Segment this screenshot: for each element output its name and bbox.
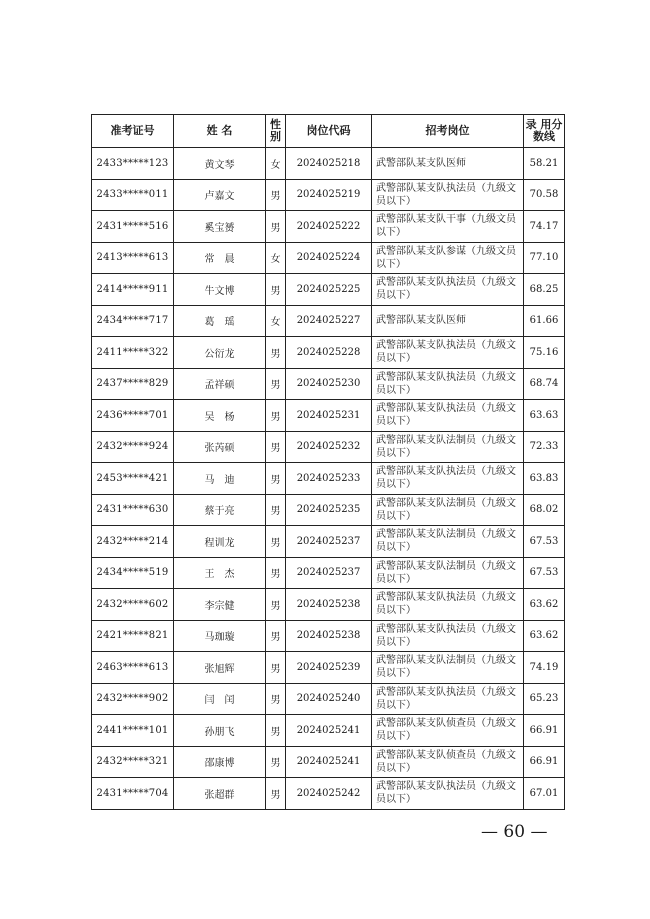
cell-gender: 男 (266, 431, 286, 463)
cell-gender: 男 (266, 526, 286, 558)
cell-score: 72.33 (524, 431, 565, 463)
cell-score: 66.91 (524, 715, 565, 747)
cell-position-code: 2024025227 (286, 305, 372, 337)
cell-position: 武警部队某支队执法员（九级文员以下） (372, 368, 524, 400)
cell-score: 63.83 (524, 463, 565, 495)
table-row (92, 620, 565, 652)
cell-position: 武警部队某支队法制员（九级文员以下） (372, 431, 524, 463)
table-row (92, 148, 565, 180)
cell-position: 武警部队某支队侦查员（九级文员以下） (372, 746, 524, 778)
cell-gender: 男 (266, 715, 286, 747)
cell-exam-id: 2432*****214 (92, 526, 174, 558)
cell-position-code: 2024025231 (286, 400, 372, 432)
header-position: 招考岗位 (372, 115, 524, 148)
cell-position-code: 2024025224 (286, 242, 372, 274)
cell-exam-id: 2432*****924 (92, 431, 174, 463)
cell-position: 武警部队某支队医师 (372, 305, 524, 337)
cell-score: 65.23 (524, 683, 565, 715)
header-position-code: 岗位代码 (286, 115, 372, 148)
header-score: 录 用分数线 (524, 115, 565, 148)
cell-position-code: 2024025219 (286, 179, 372, 211)
cell-position: 武警部队某支队执法员（九级文员以下） (372, 778, 524, 810)
cell-position: 武警部队某支队法制员（九级文员以下） (372, 494, 524, 526)
cell-score: 67.53 (524, 557, 565, 589)
cell-gender: 男 (266, 400, 286, 432)
cell-exam-id: 2453*****421 (92, 463, 174, 495)
table-row (92, 368, 565, 400)
table-row (92, 746, 565, 778)
cell-gender: 男 (266, 746, 286, 778)
cell-name: 黄文琴 (174, 148, 266, 180)
cell-score: 63.62 (524, 589, 565, 621)
cell-exam-id: 2411*****322 (92, 337, 174, 369)
cell-exam-id: 2431*****630 (92, 494, 174, 526)
cell-position-code: 2024025230 (286, 368, 372, 400)
table-row (92, 179, 565, 211)
table-row (92, 652, 565, 684)
cell-exam-id: 2414*****911 (92, 274, 174, 306)
cell-score: 75.16 (524, 337, 565, 369)
cell-gender: 男 (266, 337, 286, 369)
table-row (92, 494, 565, 526)
table-row (92, 274, 565, 306)
cell-exam-id: 2413*****613 (92, 242, 174, 274)
cell-position: 武警部队某支队侦查员（九级文员以下） (372, 715, 524, 747)
cell-gender: 女 (266, 242, 286, 274)
cell-gender: 男 (266, 683, 286, 715)
cell-name: 牛文博 (174, 274, 266, 306)
cell-position-code: 2024025237 (286, 557, 372, 589)
cell-position-code: 2024025240 (286, 683, 372, 715)
cell-score: 70.58 (524, 179, 565, 211)
cell-position: 武警部队某支队执法员（九级文员以下） (372, 463, 524, 495)
cell-position-code: 2024025241 (286, 746, 372, 778)
cell-exam-id: 2433*****011 (92, 179, 174, 211)
cell-exam-id: 2431*****704 (92, 778, 174, 810)
cell-name: 张旭辉 (174, 652, 266, 684)
cell-position: 武警部队某支队执法员（九级文员以下） (372, 683, 524, 715)
cell-gender: 女 (266, 148, 286, 180)
table-row (92, 683, 565, 715)
cell-name: 卢嘉文 (174, 179, 266, 211)
cell-exam-id: 2434*****717 (92, 305, 174, 337)
cell-exam-id: 2434*****519 (92, 557, 174, 589)
cell-gender: 男 (266, 494, 286, 526)
cell-position: 武警部队某支队法制员（九级文员以下） (372, 652, 524, 684)
cell-exam-id: 2463*****613 (92, 652, 174, 684)
cell-score: 61.66 (524, 305, 565, 337)
results-table (91, 114, 565, 810)
cell-exam-id: 2432*****602 (92, 589, 174, 621)
cell-score: 67.53 (524, 526, 565, 558)
cell-position-code: 2024025242 (286, 778, 372, 810)
cell-gender: 男 (266, 274, 286, 306)
table-row (92, 242, 565, 274)
header-gender: 性别 (266, 115, 286, 148)
cell-name: 葛 瑶 (174, 305, 266, 337)
cell-exam-id: 2431*****516 (92, 211, 174, 243)
cell-gender: 男 (266, 557, 286, 589)
cell-name: 吴 杨 (174, 400, 266, 432)
cell-gender: 男 (266, 620, 286, 652)
cell-name: 马珈璇 (174, 620, 266, 652)
cell-position-code: 2024025235 (286, 494, 372, 526)
cell-score: 63.62 (524, 620, 565, 652)
table-row (92, 715, 565, 747)
cell-gender: 男 (266, 211, 286, 243)
header-exam-id: 准考证号 (92, 115, 174, 148)
cell-gender: 女 (266, 305, 286, 337)
cell-gender: 男 (266, 179, 286, 211)
cell-score: 67.01 (524, 778, 565, 810)
cell-position-code: 2024025218 (286, 148, 372, 180)
cell-score: 58.21 (524, 148, 565, 180)
cell-name: 闫 闰 (174, 683, 266, 715)
cell-name: 张超群 (174, 778, 266, 810)
cell-name: 奚宝赟 (174, 211, 266, 243)
table-row (92, 337, 565, 369)
cell-exam-id: 2433*****123 (92, 148, 174, 180)
cell-score: 68.74 (524, 368, 565, 400)
cell-position-code: 2024025222 (286, 211, 372, 243)
cell-exam-id: 2436*****701 (92, 400, 174, 432)
cell-name: 常 晨 (174, 242, 266, 274)
cell-exam-id: 2437*****829 (92, 368, 174, 400)
cell-score: 63.63 (524, 400, 565, 432)
cell-name: 李宗健 (174, 589, 266, 621)
cell-position: 武警部队某支队执法员（九级文员以下） (372, 400, 524, 432)
cell-position-code: 2024025238 (286, 589, 372, 621)
cell-position-code: 2024025241 (286, 715, 372, 747)
cell-position: 武警部队某支队法制员（九级文员以下） (372, 526, 524, 558)
cell-name: 蔡于亮 (174, 494, 266, 526)
cell-position: 武警部队某支队执法员（九级文员以下） (372, 589, 524, 621)
table-header-row (92, 115, 565, 148)
header-name: 姓 名 (174, 115, 266, 148)
cell-position-code: 2024025228 (286, 337, 372, 369)
cell-name: 孟祥硕 (174, 368, 266, 400)
cell-position-code: 2024025233 (286, 463, 372, 495)
cell-exam-id: 2432*****902 (92, 683, 174, 715)
cell-score: 68.02 (524, 494, 565, 526)
cell-position: 武警部队某支队医师 (372, 148, 524, 180)
table-row (92, 211, 565, 243)
cell-gender: 男 (266, 589, 286, 621)
cell-score: 68.25 (524, 274, 565, 306)
cell-name: 公衍龙 (174, 337, 266, 369)
cell-position: 武警部队某支队干事（九级文员以下） (372, 211, 524, 243)
cell-gender: 男 (266, 463, 286, 495)
table-row (92, 463, 565, 495)
cell-gender: 男 (266, 652, 286, 684)
cell-exam-id: 2441*****101 (92, 715, 174, 747)
page-number: — 60 — (481, 822, 548, 842)
table-row (92, 431, 565, 463)
cell-name: 邵康博 (174, 746, 266, 778)
cell-exam-id: 2432*****321 (92, 746, 174, 778)
cell-position-code: 2024025225 (286, 274, 372, 306)
cell-score: 66.91 (524, 746, 565, 778)
cell-position: 武警部队某支队法制员（九级文员以下） (372, 557, 524, 589)
cell-position-code: 2024025239 (286, 652, 372, 684)
cell-position: 武警部队某支队参谋（九级文员以下） (372, 242, 524, 274)
cell-gender: 男 (266, 778, 286, 810)
cell-name: 王 杰 (174, 557, 266, 589)
cell-score: 74.17 (524, 211, 565, 243)
cell-position: 武警部队某支队执法员（九级文员以下） (372, 337, 524, 369)
cell-score: 74.19 (524, 652, 565, 684)
cell-gender: 男 (266, 368, 286, 400)
cell-name: 程训龙 (174, 526, 266, 558)
cell-position-code: 2024025232 (286, 431, 372, 463)
table-row (92, 400, 565, 432)
cell-name: 张芮硕 (174, 431, 266, 463)
table-row (92, 305, 565, 337)
cell-position-code: 2024025238 (286, 620, 372, 652)
table-row (92, 778, 565, 810)
cell-score: 77.10 (524, 242, 565, 274)
cell-position: 武警部队某支队执法员（九级文员以下） (372, 179, 524, 211)
cell-exam-id: 2421*****821 (92, 620, 174, 652)
cell-position-code: 2024025237 (286, 526, 372, 558)
cell-name: 孙朋飞 (174, 715, 266, 747)
table-row (92, 557, 565, 589)
table-row (92, 589, 565, 621)
cell-name: 马 迪 (174, 463, 266, 495)
cell-position: 武警部队某支队执法员（九级文员以下） (372, 620, 524, 652)
table-row (92, 526, 565, 558)
cell-position: 武警部队某支队执法员（九级文员以下） (372, 274, 524, 306)
